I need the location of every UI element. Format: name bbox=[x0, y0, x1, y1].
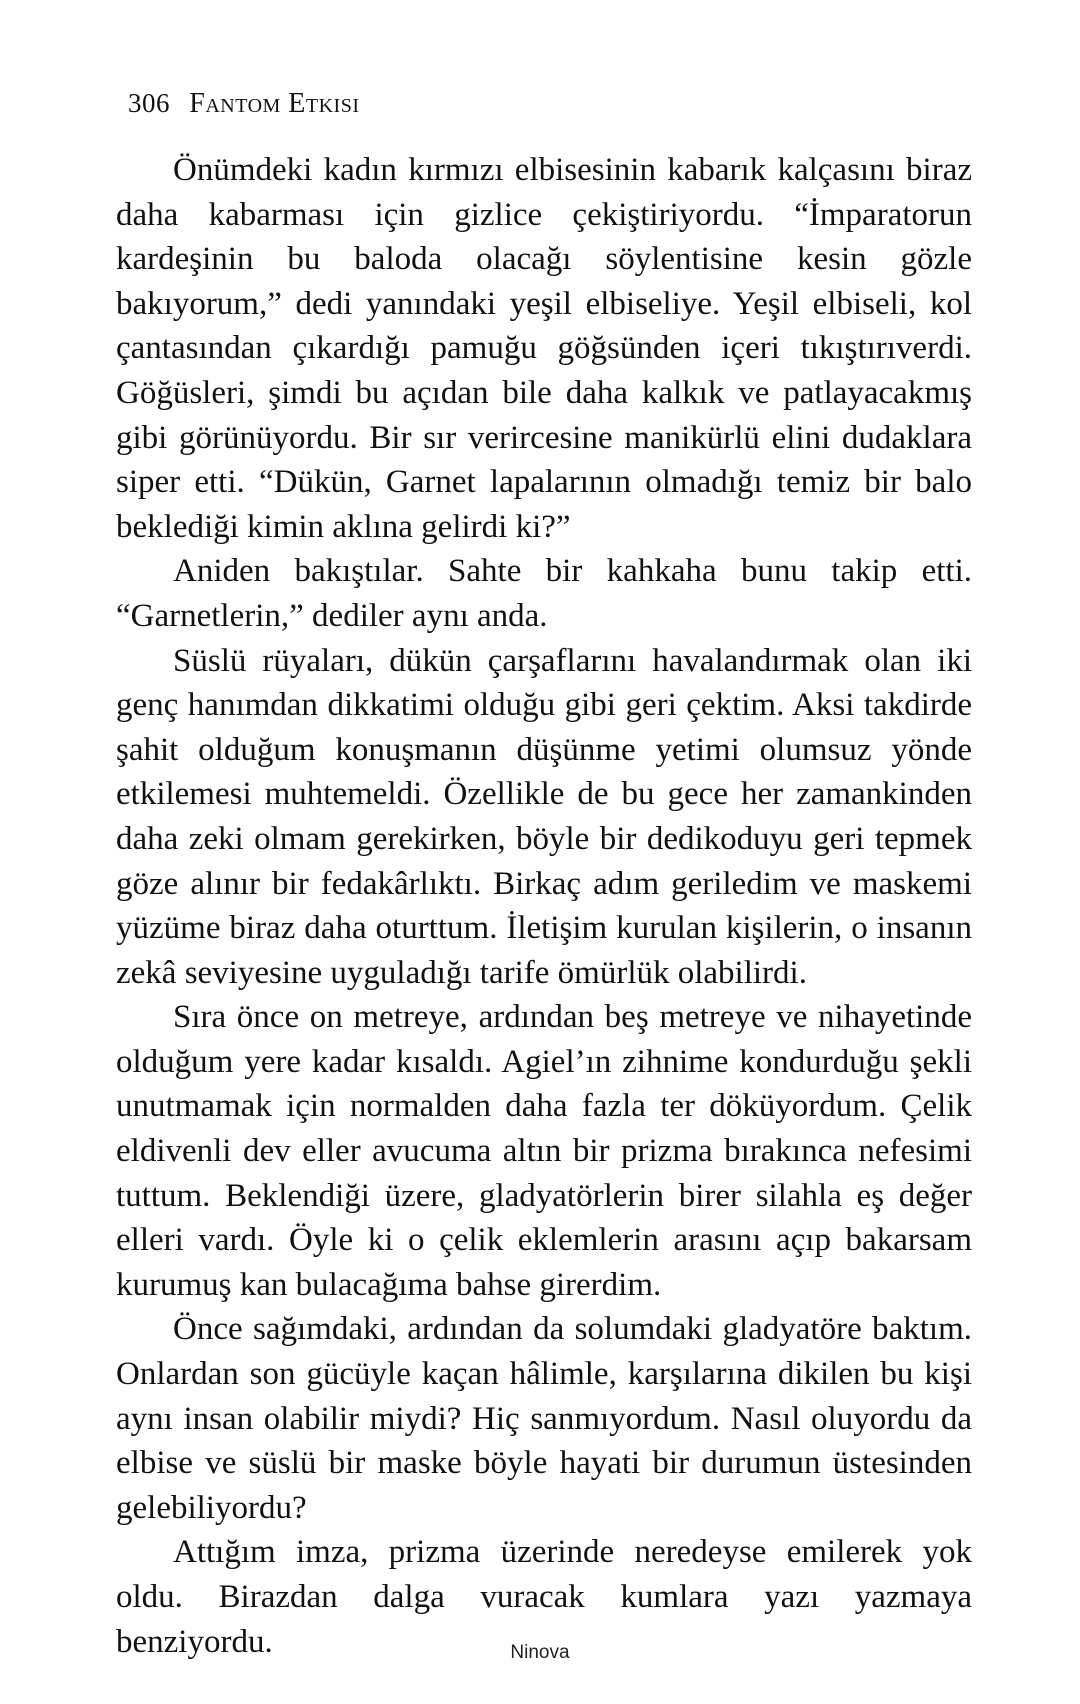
paragraph: Aniden bakıştılar. Sahte bir kahkaha bunu takip etti. “Garnetlerin,” dediler aynı anda. bbox=[116, 553, 972, 634]
paragraph: Önce sağımdaki, ardından da solumdaki gladyatöre baktım. Onlardan son gücüyle kaçan hâlimle, karşılarına dikilen bu kişi aynı insan olabilir miydi? Hiç sanmıyordum. Nasıl oluyordu da elbise ve süslü bir maske böyle hayati bir durumun üstesinden gelebiliyordu? bbox=[116, 1311, 972, 1526]
paragraph: Önümdeki kadın kırmızı elbisesinin kabarık kalçasını biraz daha kabarması için gizlice çekiştiriyordu. “İmparatorun kardeşinin bu baloda olacağı söylentisine kesin gözle bakıyorum,” dedi yanındaki yeşil elbiseliye. Yeşil elbiseli, kol çantasından çıkardığı pamuğu göğsünden içeri tıkıştırıverdi. Göğüsleri, şimdi bu açıdan bile daha kalkık ve patlayacakmış gibi görünüyordu. Bir sır verircesine manikürlü elini dudaklara siper etti. “Dükün, Garnet lapalarının olmadığı temiz bir balo beklediği kimin aklına gelirdi ki?” bbox=[116, 152, 972, 545]
body-text bbox=[116, 148, 972, 1664]
book-title: Fantom Etkisi bbox=[189, 88, 360, 119]
paragraph: Attığım imza, prizma üzerinde neredeyse emilerek yok oldu. Birazdan dalga vuracak kumlara yazı yazmaya benziyordu. bbox=[116, 1534, 972, 1660]
paragraph: Sıra önce on metreye, ardından beş metreye ve nihayetinde olduğum yere kadar kısaldı. Agiel’ın zihnime kondurduğu şekli unutmamak için normalden daha fazla ter döküyordum. Çelik eldivenli dev eller avucuma altın bir prizma bırakınca nefesimi tuttum. Beklendiği üzere, gladyatörlerin birer silahla eş değer elleri vardı. Öyle ki o çelik eklemlerin arasını açıp bakarsam kurumuş kan bulacağıma bahse girerdim. bbox=[116, 999, 972, 1303]
running-head bbox=[128, 88, 360, 120]
paragraph: Süslü rüyaları, dükün çarşaflarını havalandırmak olan iki genç hanımdan dikkatimi olduğu gibi geri çektim. Aksi takdirde şahit olduğum konuşmanın düşünme yetimi olumsuz yönde etkilemesi muhtemeldi. Özellikle de bu gece her zamankinden daha zeki olmam gerekirken, böyle bir dedikoduyu geri tepmek göze alınır bir fedakârlıktı. Birkaç adım geriledim ve maskemi yüzüme biraz daha oturttum. İletişim kurulan kişilerin, o insanın zekâ seviyesine uyguladığı tarife ömürlük olabilirdi. bbox=[116, 642, 972, 991]
page-number: 306 bbox=[128, 88, 170, 118]
publisher-watermark: Ninova bbox=[510, 1642, 570, 1663]
